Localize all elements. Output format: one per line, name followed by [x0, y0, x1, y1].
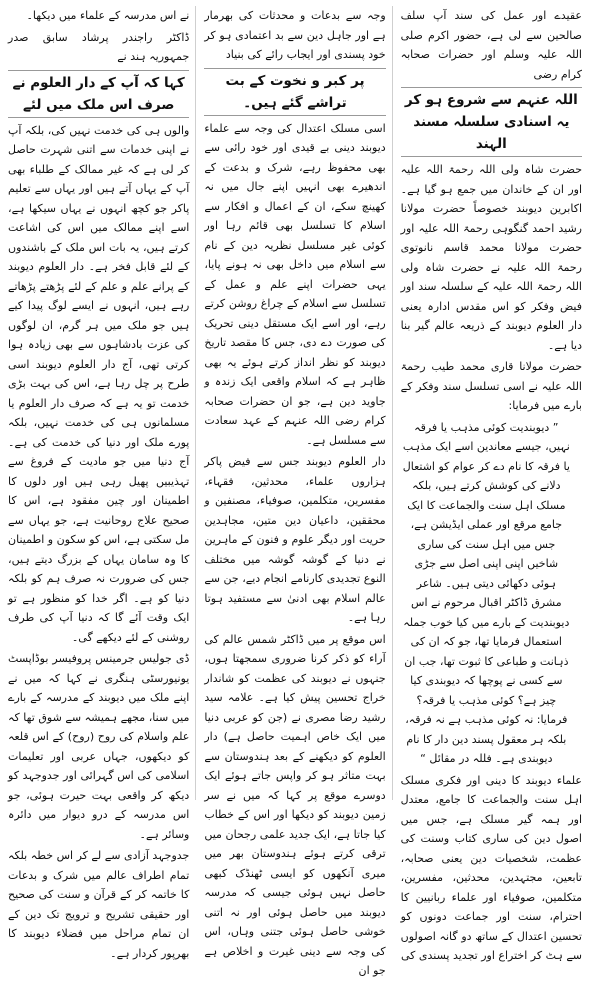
paragraph: والوں ہی کی خدمت نہیں کی، بلکہ آپ نے اپنی خدمات سے اتنی شہرت حاصل کر لی ہے کہ غیر ممالک کے طلباء بھی آپ کے یہاں آتے ہیں اور یہاں سے تعلیم پاکر جو کچھ انہوں نے یہاں سیکھا ہے، اسے اپنے ممالک میں اس کی اشاعت کرتے ہیں، یہ بات اس ملک کے باشندوں کے لئے قابل فخر ہے۔ دار العلوم دیوبند کے پرانے علم و علم کے لئے پڑھتے پڑھاتے رہے ہیں، انہوں نے ایسے لوگ پیدا کیے ہیں جو ملک میں ہر گرم، ان لوگوں کی عزت بادشاہوں سے بھی زیادہ ہوا کرتی تھی، آج دار العلوم دیوبند اسی طرح پر چل رہا ہے، اس کی بہت بڑی خدمت تو یہ ہے کہ صرف دار العلوم یا مسلمانوں ہی کی خدمت نہیں، بلکہ پورے ملک اور دنیا کی خدمت کی ہے۔ آج دنیا میں جو مادیت کے فروغ سے تہذیبیں پھیل رہی ہیں اور دلوں کا اطمینان اور چین مفقود ہے، اس کا صحیح علاج روحانیت ہے، جو یہاں سے مل سکتی ہے، اس کو سکون و اطمینان کا وہ سامان یہاں کے بزرگ دیتے ہیں، جس کی ضرورت نہ صرف ہم کو بلکہ دنیا کو ہے۔ اگر خدا کو منظور ہے تو ایک وقت آئے گا کہ دنیا آپ کی طرف روشنی کے لئے دیکھے گی۔	[8, 123, 190, 644]
headline-text: پر کبر و نخوت کے بت تراشے گئے ہیں۔	[204, 68, 385, 116]
paragraph: اسی مسلک اعتدال کی وجہ سے علماء دیوبند دینی بے قیدی اور خود رائی سے بھی محفوظ رہے، شرک و بدعت کے اندھیرے بھی انہیں اپنے جال میں نہ کھینچ سکے، ان کے اعمال و افکار سے اسلام کا تسلسل بھی قائم رہا اور کوئی غیر مسلسل نظریہ دین کے نام سے اسلام میں داخل بھی نہ ہونے پایا، یہی حضرات اپنے علم و عمل کے تسلسل سے اسلام کے چراغ روشن کرتے رہے، اور اسے ایک مستقل دینی تحریک کی صورت دے دی، جس کا مقصد تاریخ دیوبند کو نظر انداز کرتے ہوئے یہ بھی ظاہر ہے کہ اسلام واقعی ایک زندہ و جاوید دین ہے، جو ان حضرات صحابہ کرام رضی اللہ عنہم کے عہد سعادت سے مسلسل ہے۔	[204, 121, 386, 447]
paragraph: وجہ سے بدعات و محدثات کی بھرمار ہے اور جاہل دین سے بد اعتمادی ہو کر خود پسندی اور ایجاب رائے کی بنیاد	[204, 9, 386, 61]
paragraph: دار العلوم دیوبند جس سے فیض پاکر ہزاروں علماء، محدثین، فقہاء، مفسرین، متکلمین، صوفیاء، مصنفین و محققین، داعیان دین متین، مجاہدین حریت اور دیگر علوم و فنون کے ماہرین نے دنیا کے گوشہ گوشہ میں مختلف النوع تجدیدی کارنامے انجام دیے، جن سے عالم اسلام بھی ادنیٰ سے مستفید ہوتا رہا ہے۔	[204, 455, 386, 624]
paragraph: حضرت مولانا قاری محمد طیب رحمۃ اللہ علیہ نے اسی تسلسل سند وفکر کے بارے میں فرمایا:	[400, 360, 582, 412]
right-column	[399, 6, 584, 962]
paragraph: علماء دیوبند کا دینی اور فکری مسلک اہل سنت والجماعت کا جامع، معتدل اور ہمہ گیر مسلک ہے، جس میں اصول دین کی ساری کتاب وسنت کی عظمت، شخصیات دین یعنی صحابہ، تابعین، مجتہدین، محدثین، مفسرین، متکلمین، صوفیاء اور علماء ربانیین کا احترام، سنت اور جماعت دونوں کو تحسین اعتدال کے ساتھ دو گانہ اصولوں سے ہٹ کر اختراع اور تجدید پسندی کی	[400, 773, 582, 962]
paragraph: نے اس مدرسہ کے علماء میں دیکھا۔	[26, 9, 190, 22]
quote-paragraph: ” دیوبندیت کوئی مذہب یا فرقہ نہیں، جیسے معاندین اسے ایک مذہب یا فرقہ کا نام دے کر عوام کو اشتعال دلانے کی کوشش کرتے ہیں، بلکہ مسلک اہل سنت والجماعت کا ایک جامع مرقع اور عملی ایڈیشن ہے، جس میں اہل سنت کی ساری شاخیں اپنی اپنی اصل سے جڑی ہوئی دکھائی دیتی ہیں۔ شاعر مشرق ڈاکٹر اقبال مرحوم نے اس دیوبندیت کے بارے میں کیا خوب جملہ استعمال فرمایا تھا، جو کہ ان کی ذہانت و طباعی کا ثبوت تھا، جب ان سے کسی نے پوچھا کہ دیوبندی کیا چیز ہے؟ کوئی مذہب یا فرقہ؟ فرمایا: نہ کوئی مذہب ہے نہ فرقہ، بلکہ ہر معقول پسند دین دار کا نام دیوبندی ہے۔ فللہ در مقائل “	[402, 420, 570, 765]
headline-text: اللہ عنہم سے شروع ہو کر یہ اسنادی سلسلہ مسند الہند	[401, 87, 582, 157]
paragraph: جدوجہد آزادی سے لے کر اس خطہ بلکہ تمام اطراف عالم میں شرک و بدعات کا خاتمہ کر کے قرآن و سنت کی صحیح اور حقیقی تشریح و ترویج تک دین کے ان تمام مراحل میں فضلاء دیوبند کا بھرپور کردار ہے۔	[8, 849, 190, 960]
headline-text: کہا کہ آپ کے دار العلوم نے صرف اس ملک میں لئے	[8, 70, 189, 118]
paragraph: ڈاکٹر راجندر پرشاد سابق صدر جمہوریہ ہند نے	[8, 30, 190, 63]
left-column	[6, 6, 196, 960]
paragraph: عقیدے اور عمل کی سند آپ سلف صالحین سے لی ہے، حضور اکرم صلی اللہ علیہ وسلم اور حضرات صحابہ کرام رضی	[400, 9, 582, 81]
paragraph: ڈی جولیس جرمینس پروفیسر بوڈاپسٹ یونیورسٹی ہنگری نے کہا کہ میں نے اپنے ملک میں دیوبند کے مدرسہ کے بارے میں سنا، مجھے ہمیشہ سے شوق تھا کہ علم واسلام کی روح (روح) کے اس قلعہ کو دیکھوں، جہاں عربی اور تعلیمات اسلامی کی اس گہرائی اور جدوجہد کو دیکھ کر واقعی بہت حیرت ہوئی، جو اس مدرسہ کے درو دیوار میں دائرہ وسائر ہے۔	[8, 652, 190, 841]
paragraph: حضرت شاہ ولی اللہ رحمۃ اللہ علیہ اور ان کے خاندان میں جمع ہو گیا ہے۔ اکابرین دیوبند خصوصاً حضرت مولانا رشید احمد گنگوہی رحمۃ اللہ علیہ اور حضرت مولانا محمد قاسم نانوتوی رحمۃ اللہ علیہ نے حضرت شاہ ولی اللہ رحمۃ اللہ علیہ کے سلسلہ سند اور فیض وفکر کو اس مقدس ادارہ یعنی دار العلوم دیوبند کے ذریعہ عالم گیر بنا دیا ہے۔	[400, 163, 582, 352]
paragraph: اس موقع پر میں ڈاکٹر شمس عالم کی آراء کو ذکر کرنا ضروری سمجھتا ہوں، جنہوں نے دیوبند کی عظمت کو شاندار خراج تحسین پیش کیا ہے۔ علامہ سید رشید رضا مصری نے (جن کو عربی دنیا میں ایک خاص اہمیت حاصل ہے) دار العلوم کو دیکھنے کے بعد ہندوستان سے بہت متاثر ہو کر واپس جاتے ہوئے ایک دوسرے موقع پر کہا کہ میں نے سر زمین دیوبند کو دیکھا اور اس کے خطاب کیا جاتا ہے، ایک جدید علمی رجحان میں ترقی کرتے ہوئے ہندوستان بھر میں میری آنکھوں کو ایسی ٹھنڈک کبھی حاصل نہیں ہوئی جیسی کہ مدرسہ دیوبند میں حاصل ہوئی اور نہ اتنی خوشی حاصل ہوئی جتنی وہاں، اس کی وجہ سے دینی غیرت و اخلاص ہے جو ان	[204, 632, 386, 977]
columns-container	[6, 6, 584, 977]
middle-column	[202, 6, 392, 977]
